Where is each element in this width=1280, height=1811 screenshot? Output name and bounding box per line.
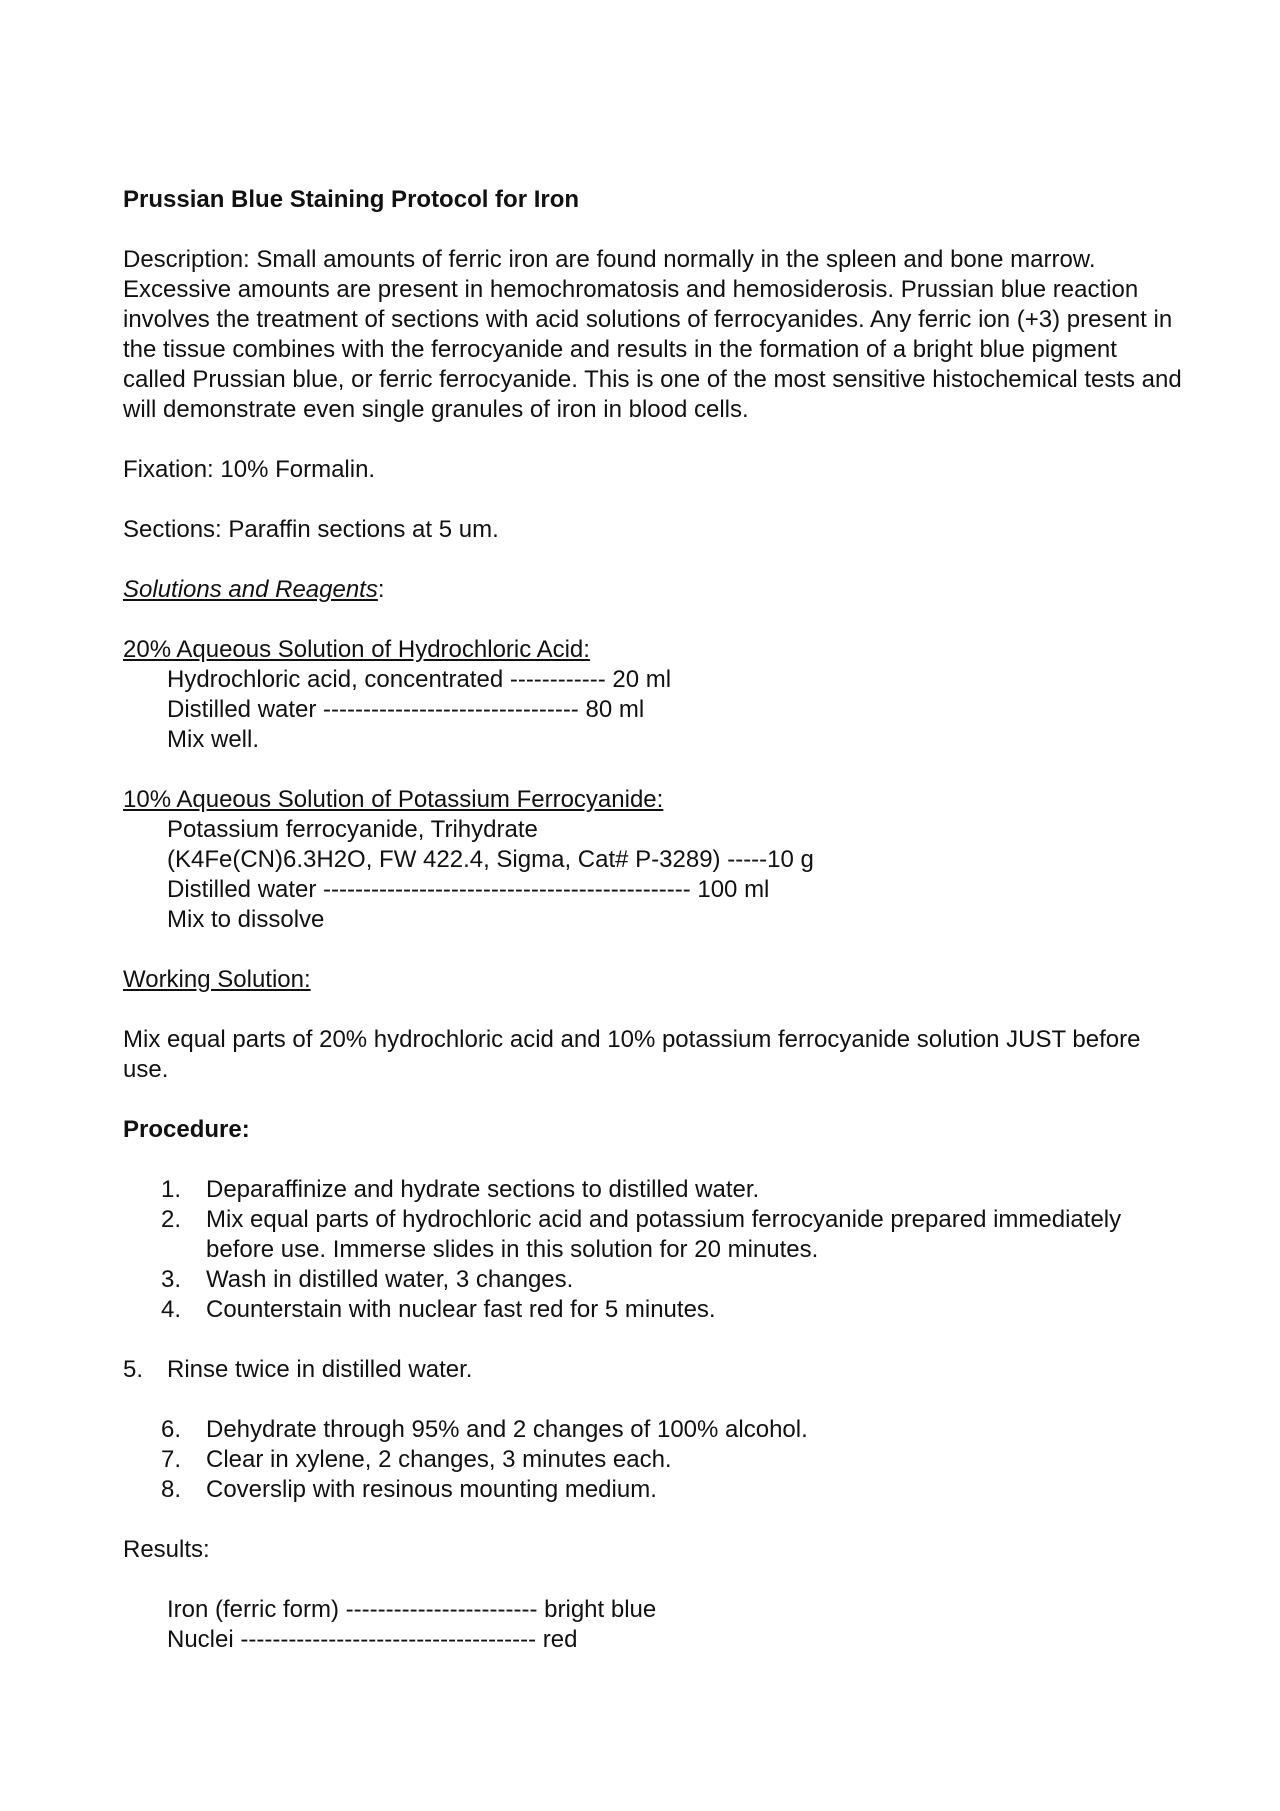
- procedure-step: [123, 1205, 1183, 1265]
- step-number: 6.: [161, 1416, 182, 1443]
- solutions-heading: [123, 575, 1183, 605]
- fixation-line: Fixation: 10% Formalin.: [123, 456, 376, 483]
- procedure-steps-1-4: [123, 1175, 1183, 1325]
- step-number: 7.: [161, 1446, 182, 1473]
- hcl-ingredient-line: Distilled water -------------------------------- 80 ml: [167, 696, 645, 723]
- hcl-solution-heading: 20% Aqueous Solution of Hydrochloric Acid:: [123, 636, 590, 663]
- ferrocyanide-solution-heading: 10% Aqueous Solution of Potassium Ferrocyanide:: [123, 786, 664, 813]
- step-text: Deparaffinize and hydrate sections to distilled water.: [206, 1176, 760, 1203]
- hcl-instruction-line: Mix well.: [167, 726, 260, 753]
- sections-line: Sections: Paraffin sections at 5 um.: [123, 516, 499, 543]
- hcl-solution-block: [123, 635, 1183, 755]
- procedure-step-5: [123, 1355, 1183, 1385]
- step-number: 8.: [161, 1476, 182, 1503]
- procedure-step: [123, 1355, 1183, 1385]
- procedure-step: [123, 1445, 1183, 1475]
- step-number: 4.: [161, 1296, 182, 1323]
- document-body: [123, 185, 1183, 1685]
- result-line: Nuclei ------------------------------------- red: [167, 1626, 578, 1653]
- step-text: Clear in xylene, 2 changes, 3 minutes each.: [206, 1446, 672, 1473]
- solutions-heading-colon: :: [377, 576, 385, 603]
- description-paragraph: Description: Small amounts of ferric iron are found normally in the spleen and bone marrow. Excessive amounts are present in hemochromatosis and hemosiderosis. Prussian blue reaction involves the treatment of sections with acid solutions of ferrocyanides. Any ferric ion (+3) present in the tissue combines with the ferrocyanide and results in the formation of a bright blue pigment called Prussian blue, or ferric ferrocyanide. This is one of the most sensitive histochemical tests and will demonstrate even single granules of iron in blood cells.: [123, 246, 1182, 423]
- ferrocyanide-ingredient-line: Potassium ferrocyanide, Trihydrate: [167, 816, 538, 843]
- step-text: Coverslip with resinous mounting medium.: [206, 1476, 657, 1503]
- step-number: 5.: [123, 1356, 144, 1383]
- result-line: Iron (ferric form) ------------------------ bright blue: [167, 1596, 657, 1623]
- ferrocyanide-instruction-line: Mix to dissolve: [167, 906, 325, 933]
- step-text: Dehydrate through 95% and 2 changes of 100% alcohol.: [206, 1416, 808, 1443]
- procedure-steps-6-8: [123, 1415, 1183, 1505]
- procedure-step: [123, 1415, 1183, 1445]
- step-text: Rinse twice in distilled water.: [167, 1356, 473, 1383]
- document-title: Prussian Blue Staining Protocol for Iron: [123, 186, 580, 213]
- step-text: Counterstain with nuclear fast red for 5 minutes.: [206, 1296, 716, 1323]
- step-number: 3.: [161, 1266, 182, 1293]
- step-text: Mix equal parts of hydrochloric acid and potassium ferrocyanide prepared immediately before use. Immerse slides in this solution for 20 minutes.: [206, 1206, 1122, 1263]
- procedure-step: [123, 1295, 1183, 1325]
- step-number: 2.: [161, 1206, 182, 1233]
- working-solution-heading: Working Solution:: [123, 966, 311, 993]
- results-block: [123, 1595, 1183, 1655]
- step-text: Wash in distilled water, 3 changes.: [206, 1266, 574, 1293]
- ferrocyanide-ingredient-line: Distilled water ---------------------------------------------- 100 ml: [167, 876, 770, 903]
- procedure-step: [123, 1175, 1183, 1205]
- procedure-step: [123, 1475, 1183, 1505]
- solutions-heading-text: Solutions and Reagents: [123, 576, 378, 603]
- hcl-ingredient-line: Hydrochloric acid, concentrated ------------ 20 ml: [167, 666, 672, 693]
- procedure-step: [123, 1265, 1183, 1295]
- ferrocyanide-ingredient-line: (K4Fe(CN)6.3H2O, FW 422.4, Sigma, Cat# P-3289) -----10 g: [167, 846, 814, 873]
- step-number: 1.: [161, 1176, 182, 1203]
- results-heading: Results:: [123, 1536, 210, 1563]
- procedure-heading: Procedure:: [123, 1116, 250, 1143]
- ferrocyanide-solution-block: [123, 785, 1183, 935]
- working-solution-text: Mix equal parts of 20% hydrochloric acid and 10% potassium ferrocyanide solution JUST before use.: [123, 1026, 1141, 1083]
